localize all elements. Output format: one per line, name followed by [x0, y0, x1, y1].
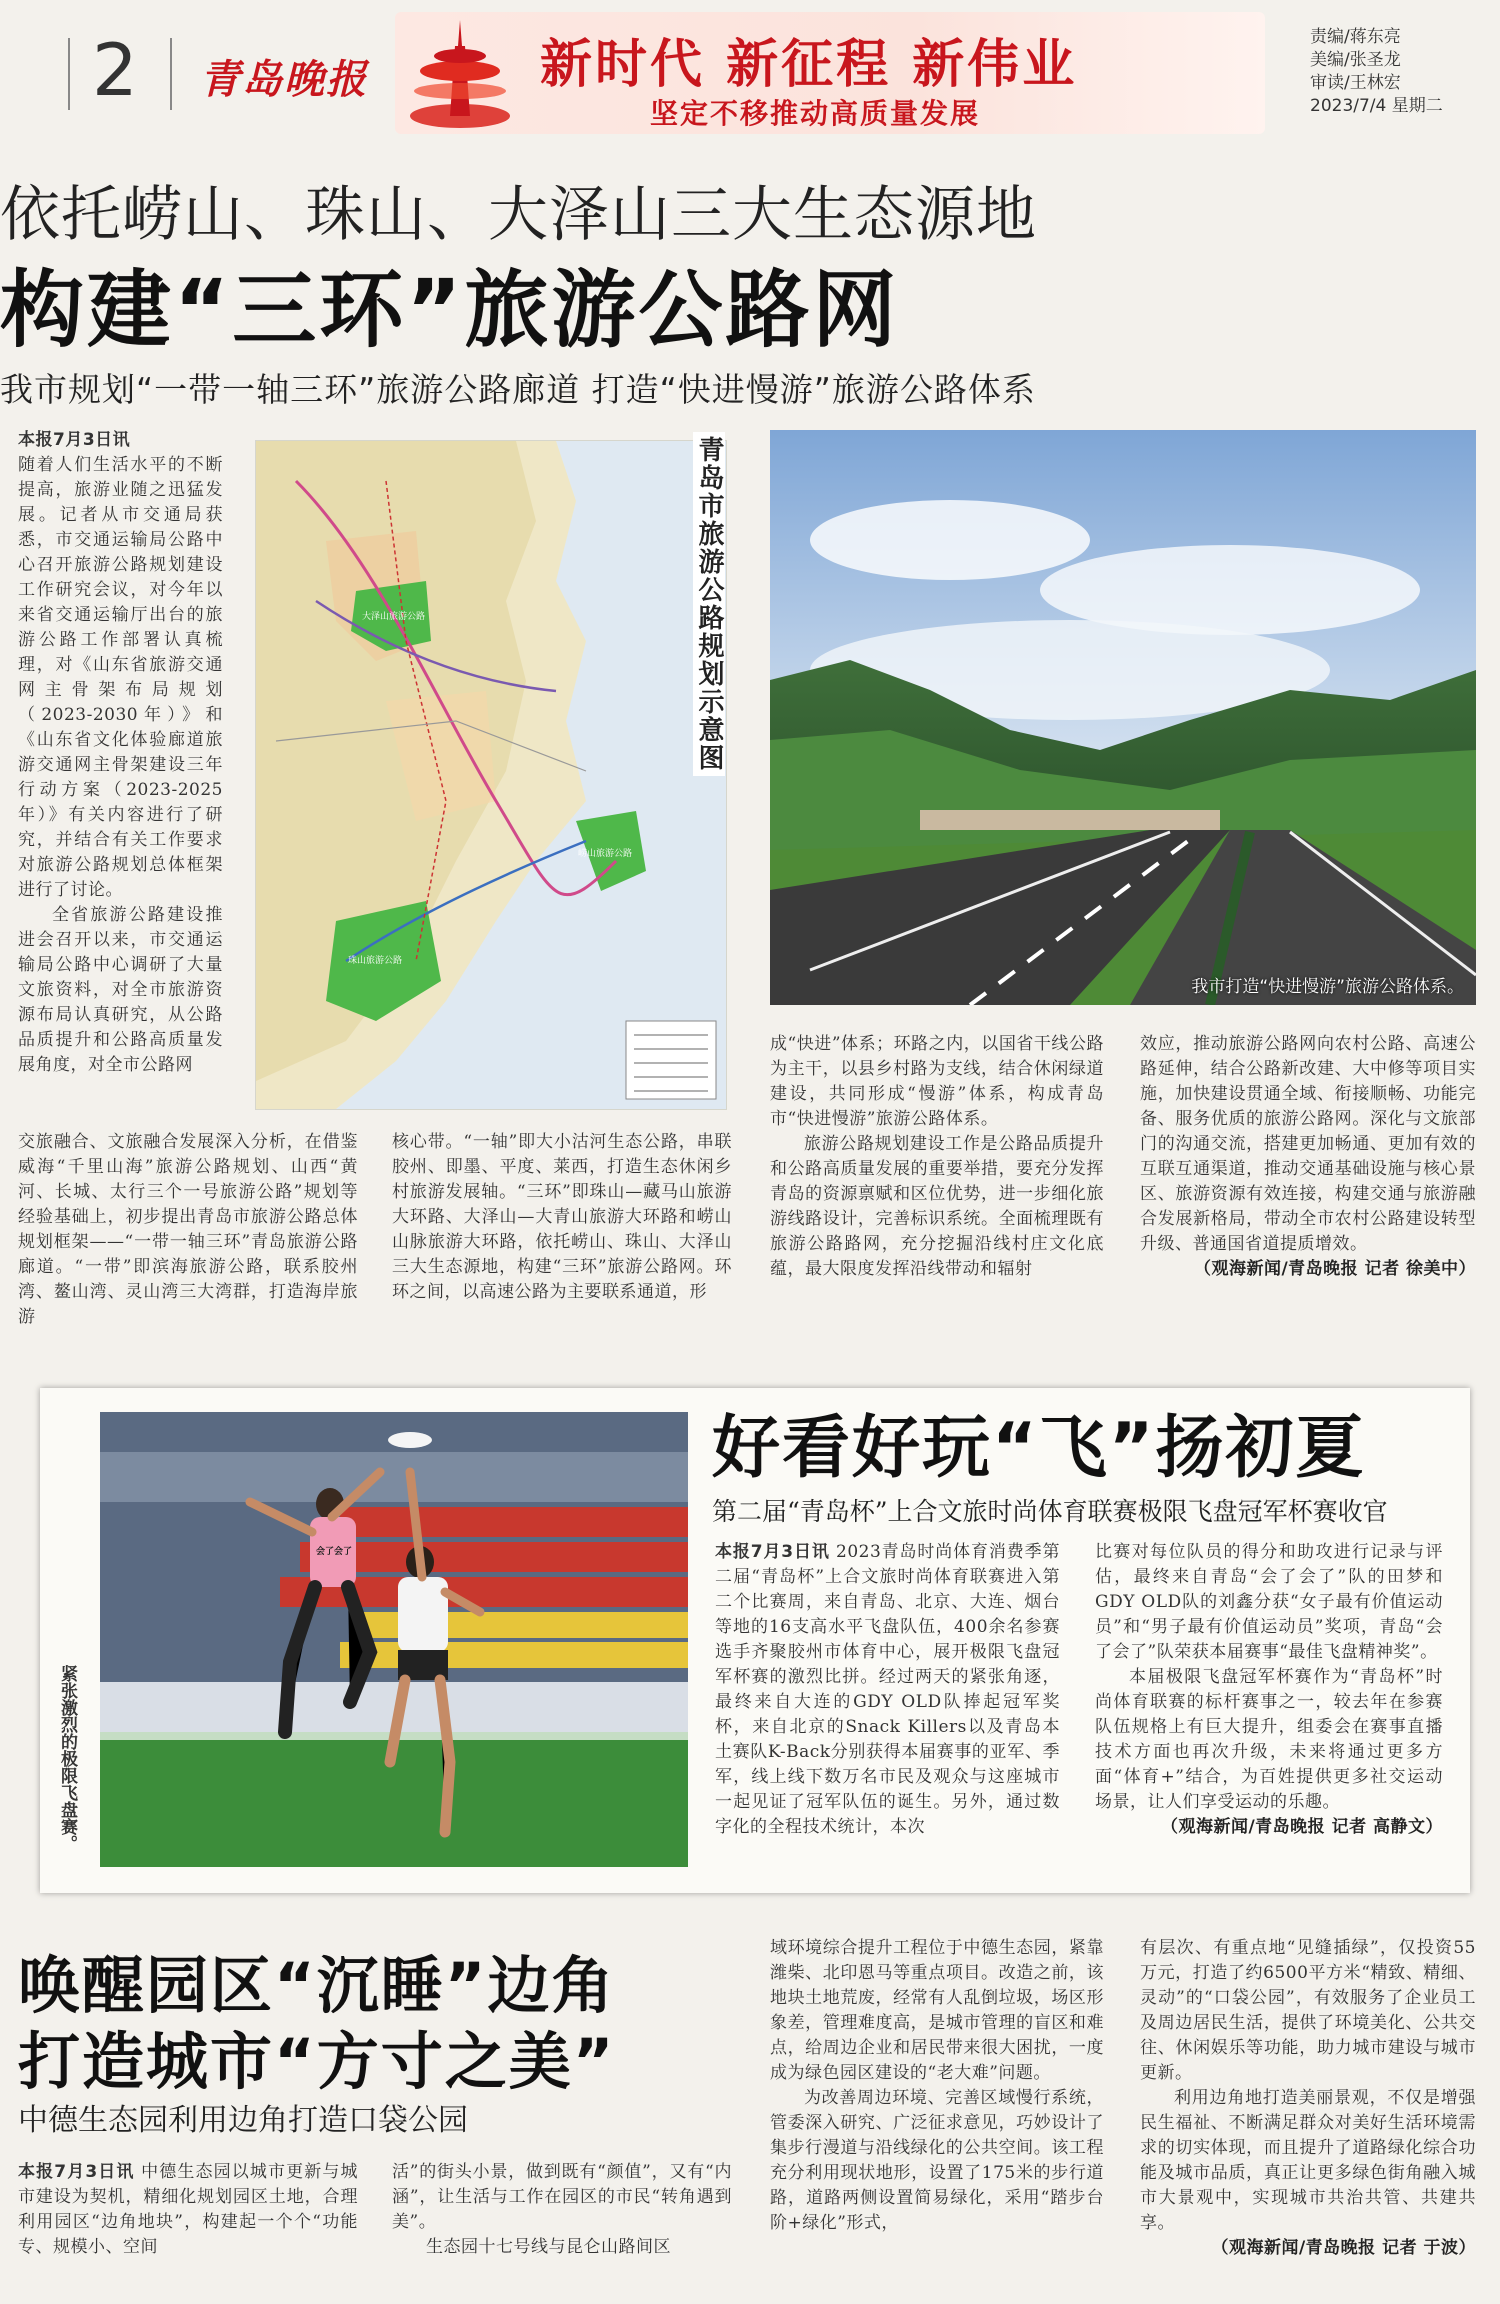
article-3-col1 [18, 2160, 358, 2260]
article-2-col1-text: 2023青岛时尚体育消费季第二届“青岛杯”上合文旅时尚体育联赛进入第二个比赛周，来自青岛、北京、大连、烟台等地的16支高水平飞盘队伍，400余名参赛选手齐聚胶州市体育中心，展开极限飞盘冠军杯赛的激烈比拼。经过两天的紧张角逐，最终来自大连的GDY OLD队捧起冠军奖杯，来自北京的Snack Killers以及青岛本土赛队K-Back分别获得本届赛事的亚军、季军，线上线下数万名市民及观众与这座城市一起见证了冠军队伍的诞生。另外，通过数字化的全程技术统计，本次 [715, 1542, 1060, 1837]
article-1-col3-p2: 旅游公路规划建设工作是公路品质提升和公路高质量发展的重要举措，要充分发挥青岛的资源禀赋和区位优势，进一步细化旅游线路设计，完善标识系统。全面梳理既有旅游公路路网，充分挖掘沿线村庄文化底蕴，最大限度发挥沿线带动和辐射 [770, 1134, 1104, 1279]
article-1-col4-p1: 效应，推动旅游公路网向农村公路、高速公路延伸，结合公路新改建、大中修等项目实施，加快建设贯通全域、衔接顺畅、功能完备、服务优质的旅游公路网。深化与文旅部门的沟通交流，搭建更加畅通、更加有效的互联互通渠道，推动交通基础设施与核心景区、旅游资源有效连接，构建交通与旅游融合发展新格局，带动全市农村公路建设转型升级、普通国省道提质增效。 [1140, 1034, 1476, 1254]
article-1-dateline: 本报7月3日讯 [18, 430, 131, 450]
editor: 责编/蒋东亮 [1310, 27, 1401, 47]
paper-name: 青岛晚报 [200, 56, 368, 103]
map-label-dazeshan: 大泽山旅游公路 [362, 612, 426, 622]
page-number: 2 [92, 28, 138, 112]
highway-photo-graphic [770, 430, 1476, 1005]
article-3-col2-p1: 活”的街头小景，做到既有“颜值”，又有“内涵”，让生活与工作在园区的市民“转角遇到美”。 [392, 2162, 732, 2232]
article-1-subhead: 我市规划“一带一轴三环”旅游公路廊道 打造“快进慢游”旅游公路体系 [0, 370, 1036, 409]
article-2-col2-p2: 本届极限飞盘冠军杯赛作为“青岛杯”时尚体育联赛的标杆赛事之一，较去年在参赛队伍规格上有巨大提升，组委会在赛事直播技术方面也再次升级，未来将通过更多方面“体育+”结合，为百姓提供更多社交运动场景，让人们享受运动的乐趣。 [1095, 1667, 1443, 1812]
proofreader: 审读/王林宏 [1310, 73, 1401, 93]
article-1-headline: 构建“三环”旅游公路网 [0, 261, 900, 359]
article-2-byline: （观海新闻/青岛晚报 记者 高静文） [1160, 1817, 1443, 1837]
route-map [255, 440, 727, 1110]
jersey-text: 会了会了 [315, 1547, 352, 1557]
article-1-col3-p1: 成“快进”体系；环路之内，以国省干线公路为主干，以县乡村路为支线，结合休闲绿道建设，共同形成“慢游”体系，构成青岛市“快进慢游”旅游公路体系。 [770, 1034, 1104, 1129]
article-2-subhead: 第二届“青岛杯”上合文旅时尚体育联赛极限飞盘冠军杯赛收官 [712, 1497, 1388, 1526]
frisbee-photo-caption: 紧张激烈的极限飞盘赛。 [57, 1665, 77, 1852]
article-3-col4-p2: 利用边角地打造美丽景观，不仅是增强民生福祉、不断满足群众对美好生活环境需求的切实体现，而且提升了道路绿化综合功能及城市品质，真正让更多绿色街角融入城市大景观中，实现城市共治共管、共建共享。 [1140, 2088, 1476, 2233]
article-3-col4-p1: 有层次、有重点地“见缝插绿”，仅投资55万元，打造了约6500平方米“精致、精细、灵动”的“口袋公园”，有效服务了企业员工及周边居民生活，提供了环境美化、公共交往、休闲娱乐等功能，助力城市建设与城市更新。 [1140, 1938, 1476, 2083]
article-3-col3-p2: 为改善周边环境、完善区域慢行系统，管委深入研究、广泛征求意见，巧妙设计了集步行漫道与沿线绿化的公共空间。该工程充分利用现状地形，设置了175米的步行道路，道路两侧设置简易绿化，采用“踏步台阶+绿化”形式， [770, 2088, 1104, 2233]
banner-sub: 坚定不移推动高质量发展 [650, 97, 981, 130]
route-map-graphic [256, 441, 726, 1109]
art-editor: 美编/张圣龙 [1310, 50, 1401, 70]
highway-photo-caption: 我市打造“快进慢游”旅游公路体系。 [1191, 977, 1464, 997]
article-3-dateline: 本报7月3日讯 [18, 2162, 135, 2182]
article-3-subhead: 中德生态园利用边角打造口袋公园 [18, 2103, 468, 2138]
article-3-headline-2: 打造城市“方寸之美” [18, 2025, 616, 2098]
highway-photo [770, 430, 1476, 1005]
map-caption: 青岛市旅游公路规划示意图 [693, 432, 725, 776]
masthead-rule-left [68, 38, 70, 110]
article-2-col2-p1: 比赛对每位队员的得分和助攻进行记录与评估，最终来自青岛“会了会了”队的田梦和GDY OLD队的刘鑫分获“女子最有价值运动员”和“男子最有价值运动员”奖项，青岛“会了会了”队荣获本届赛事“最佳飞盘精神奖”。 [1095, 1542, 1443, 1662]
article-2-col1 [715, 1540, 1060, 1840]
article-1-col3 [770, 1032, 1104, 1282]
map-label-zhushan: 珠山旅游公路 [348, 956, 403, 966]
article-3-col3-p1: 域环境综合提升工程位于中德生态园，紧靠潍柴、北印恩马等重点项目。改造之前，该地块土地荒废，经常有人乱倒垃圾，场区形象差，管理难度高，是城市管理的盲区和难点，给周边企业和居民带来很大困扰，一度成为绿色园区建设的“老大难”问题。 [770, 1938, 1104, 2083]
masthead [0, 0, 1500, 140]
article-1-col4 [1140, 1032, 1476, 1282]
article-2-headline: 好看好玩“飞”扬初夏 [712, 1409, 1366, 1488]
article-3-col2 [392, 2160, 732, 2260]
banner [395, 12, 1265, 134]
article-3-col2-p2: 生态园十七号线与昆仑山路间区 [426, 2237, 671, 2257]
article-3-col3 [770, 1936, 1104, 2236]
article-3-byline: （观海新闻/青岛晚报 记者 于波） [1211, 2238, 1476, 2258]
editor-credits [1310, 26, 1443, 118]
article-2-col2 [1095, 1540, 1443, 1840]
article-1-col1-p1: 随着人们生活水平的不断提高，旅游业随之迅猛发展。记者从市交通局获悉，市交通运输局公路中心召开旅游公路规划建设工作研究会议，对今年以来省交通运输厅出台的旅游公路工作部署认真梳理，对《山东省旅游交通网主骨架布局规划（2023-2030年）》和《山东省文化体验廊道旅游交通网主骨架建设三年行动方案（2023-2025年）》有关内容进行了研究，并结合有关工作要求对旅游公路规划总体框架进行了讨论。 [18, 455, 223, 900]
article-1-col1 [18, 428, 223, 1078]
frisbee-photo [100, 1412, 688, 1867]
article-3-col4 [1140, 1936, 1476, 2261]
article-1-col2-bottom: 核心带。“一轴”即大小沽河生态公路，串联胶州、即墨、平度、莱西，打造生态休闲乡村旅游发展轴。“三环”即珠山—藏马山旅游大环路、大泽山—大青山旅游大环路和崂山山脉旅游大环路，依托崂山、珠山、大泽山三大生态源地，构建“三环”旅游公路网。环环之间，以高速公路为主要联系通道，形 [392, 1132, 732, 1302]
issue-date: 2023/7/4 星期二 [1310, 96, 1443, 116]
article-3-headline-1: 唤醒园区“沉睡”边角 [18, 1949, 616, 2022]
article-2-dateline: 本报7月3日讯 [715, 1542, 830, 1562]
frisbee-photo-graphic [100, 1412, 688, 1867]
article-1-byline: （观海新闻/青岛晚报 记者 徐美中） [1193, 1259, 1476, 1279]
banner-main: 新时代 新征程 新伟业 [540, 35, 1078, 95]
article-3-col1-text: 中德生态园以城市更新与城市建设为契机，精细化规划园区土地，合理利用园区“边角地块”，构建起一个个“功能专、规模小、空间 [18, 2162, 359, 2257]
tower-icon [405, 16, 515, 132]
map-label-laoshan: 崂山旅游公路 [578, 849, 633, 859]
masthead-rule-mid [170, 38, 172, 110]
article-1-col1-bottom: 交旅融合、文旅融合发展深入分析，在借鉴威海“千里山海”旅游公路规划、山西“黄河、长城、太行三个一号旅游公路”规划等经验基础上，初步提出青岛市旅游公路总体规划框架——“一带一轴三环”青岛旅游公路廊道。“一带”即滨海旅游公路，联系胶州湾、鳌山湾、灵山湾三大湾群，打造海岸旅游 [18, 1132, 358, 1327]
article-1-kicker: 依托崂山、珠山、大泽山三大生态源地 [0, 180, 1037, 250]
article-1-col1-p2: 全省旅游公路建设推进会召开以来，市交通运输局公路中心调研了大量文旅资料，对全市旅游资源布局认真研究，从公路品质提升和公路高质量发展角度，对全市公路网 [18, 905, 223, 1075]
